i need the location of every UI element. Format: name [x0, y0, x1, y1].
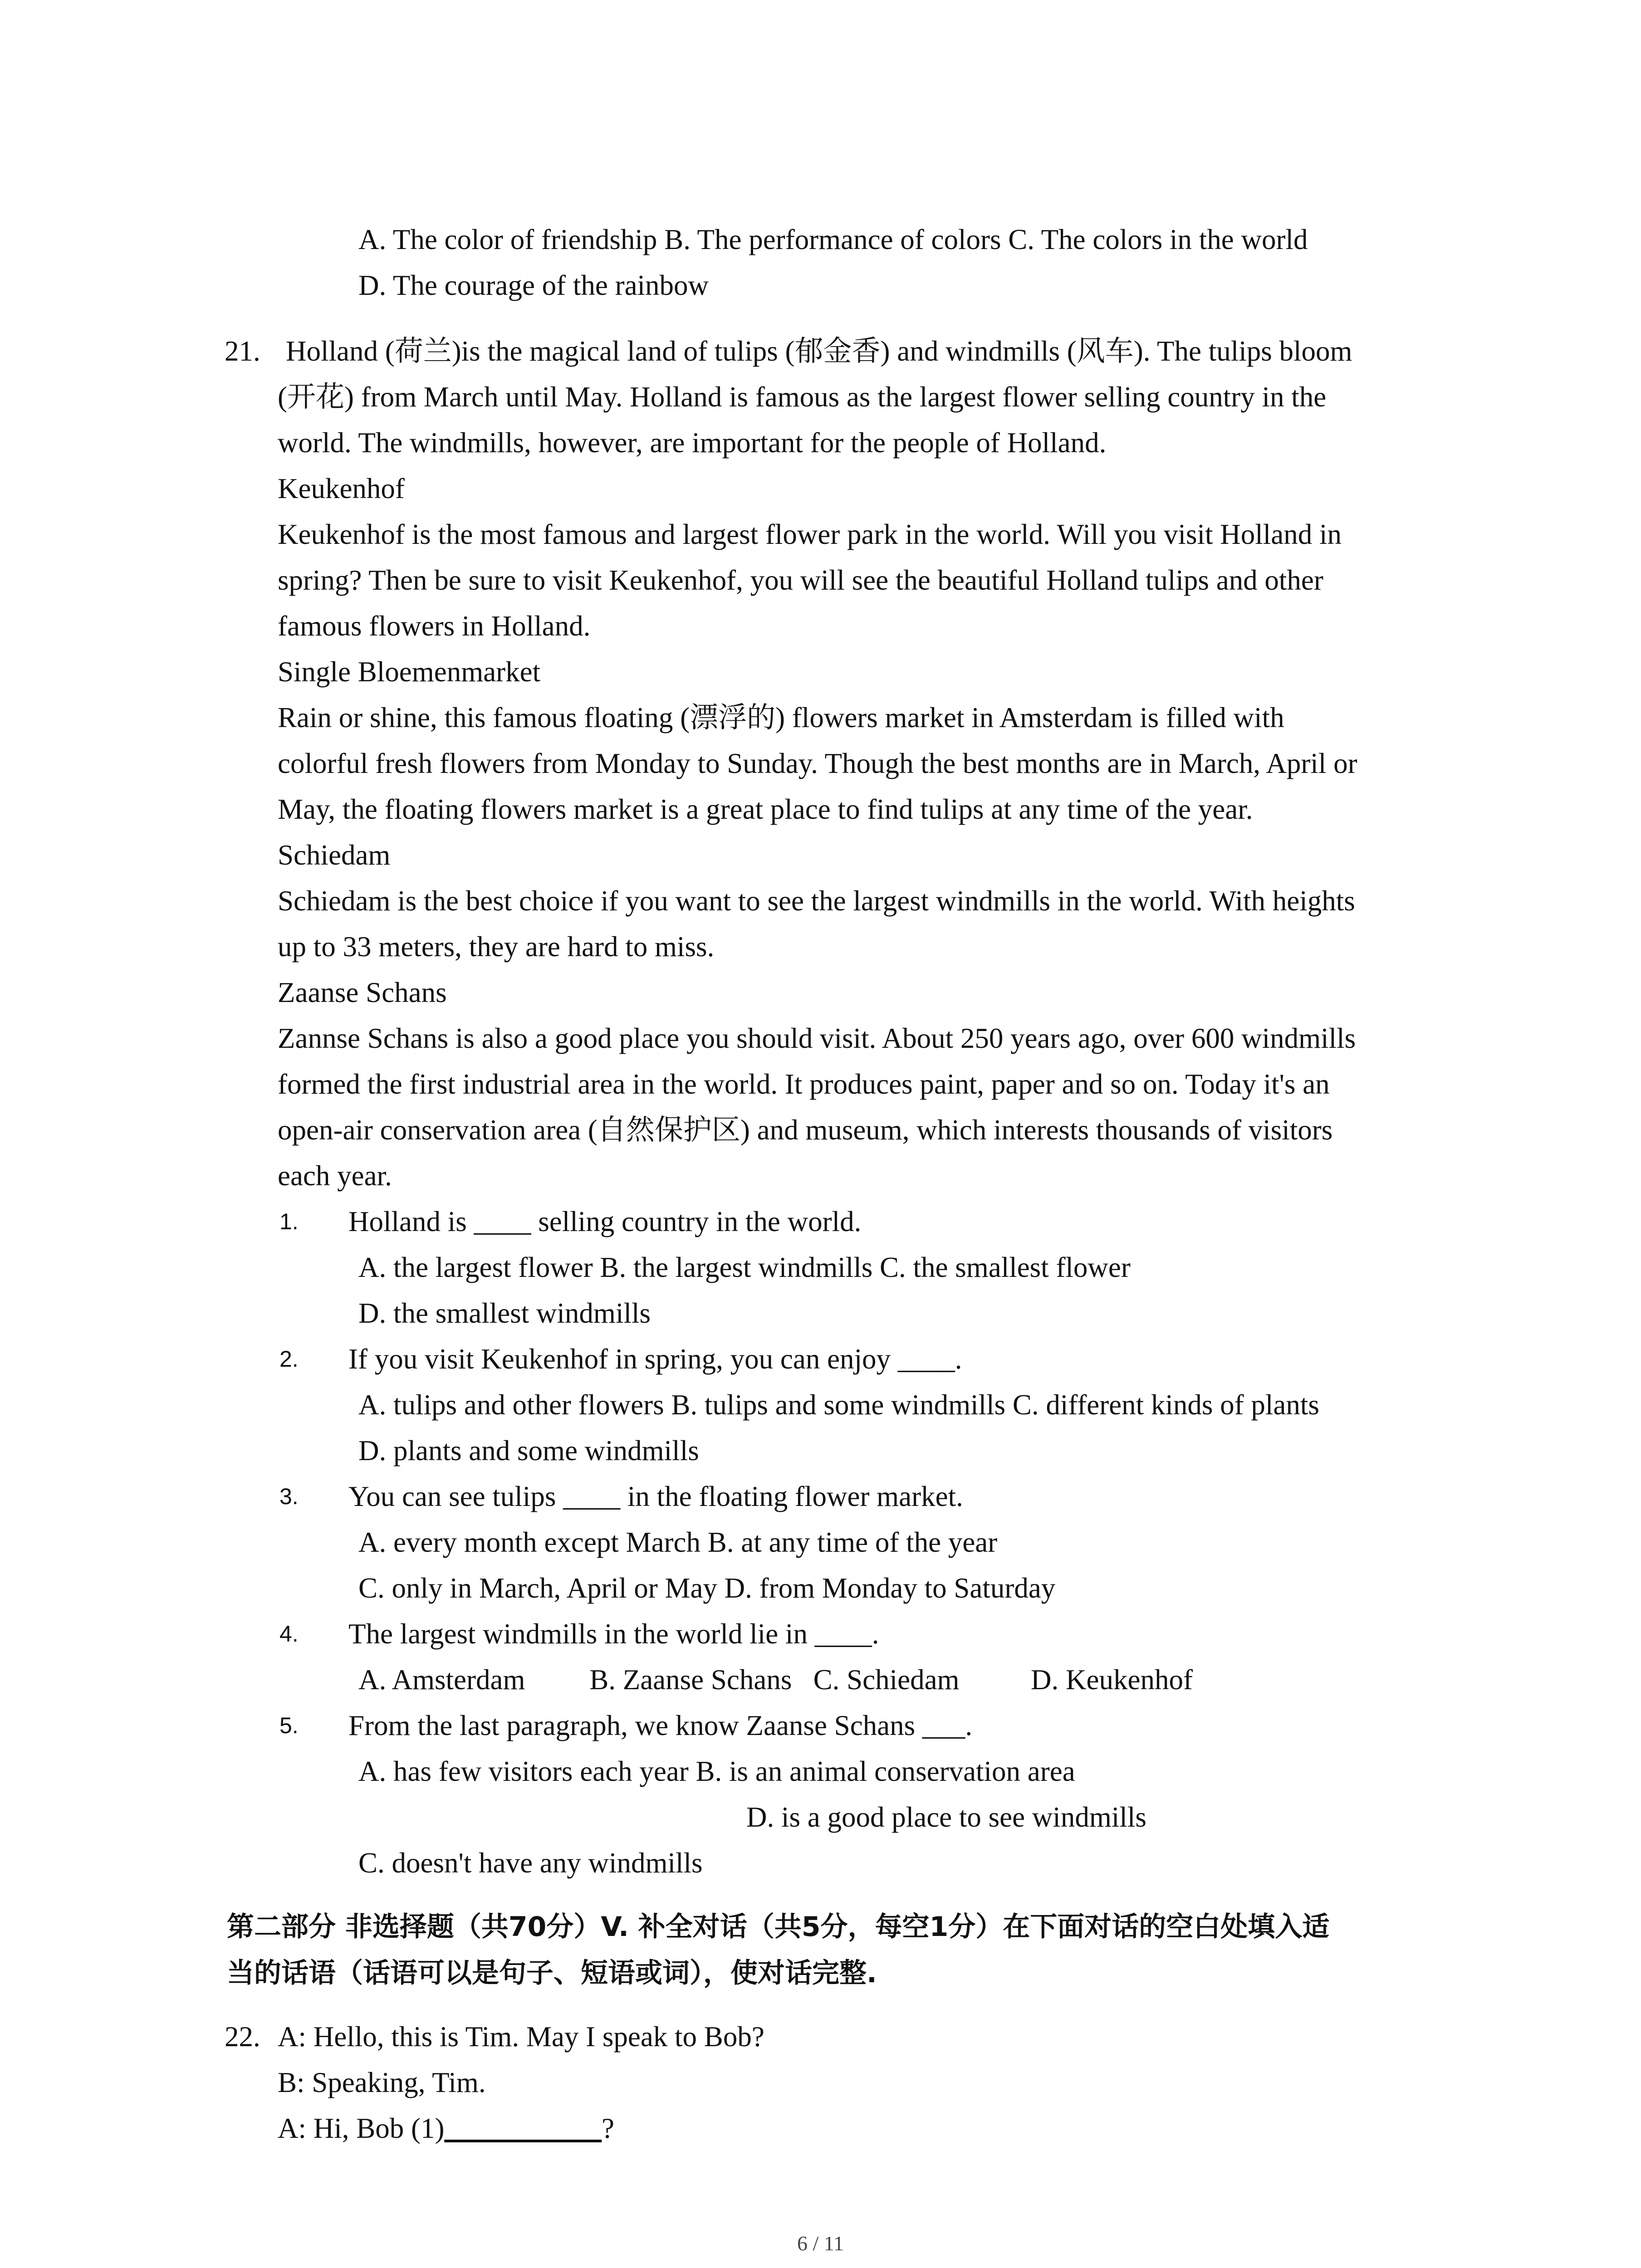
section-heading-line2: 当的话语（话语可以是句子、短语或词），使对话完整.: [227, 1957, 877, 1989]
passage-line: Schiedam is the best choice if you want to see the largest windmills in the world. With heights: [278, 885, 1355, 917]
sub-question-options: C. only in March, April or May D. from Monday to Saturday: [358, 1572, 1056, 1604]
page-number: 6 / 11: [797, 2232, 844, 2255]
sub-question-stem: You can see tulips ____ in the floating flower market.: [348, 1481, 963, 1512]
passage-line: May, the floating flowers market is a great place to find tulips at any time of the year.: [278, 793, 1253, 825]
passage-line: open-air conservation area (自然保护区) and museum, which interests thousands of visitors: [278, 1114, 1333, 1146]
passage-heading: Keukenhof: [278, 473, 405, 504]
sub-question-stem: From the last paragraph, we know Zaanse Schans ___.: [348, 1710, 973, 1741]
answer-blank[interactable]: ___________: [444, 2112, 602, 2144]
sub-question-number: 2.: [279, 1346, 299, 1372]
sub-question-options: D. the smallest windmills: [358, 1297, 651, 1329]
passage-line: Rain or shine, this famous floating (漂浮的) flowers market in Amsterdam is filled with: [278, 702, 1284, 733]
sub-question-options: A. the largest flower B. the largest windmills C. the smallest flower: [358, 1251, 1131, 1283]
sub-question-number: 1.: [279, 1209, 299, 1234]
dialogue-line: [278, 2106, 614, 2151]
sub-question-number: 3.: [279, 1484, 299, 1509]
sub-question-options: D. is a good place to see windmills: [746, 1801, 1146, 1833]
passage-heading: Zaanse Schans: [278, 977, 447, 1008]
passage-line: formed the first industrial area in the world. It produces paint, paper and so on. Today it's an: [278, 1068, 1330, 1100]
sub-question-stem: Holland is ____ selling country in the world.: [348, 1206, 862, 1237]
q20-options-line1: A. The color of friendship B. The performance of colors C. The colors in the world: [358, 224, 1308, 255]
q21-number: 21.: [225, 335, 260, 367]
dialogue-prefix: A: Hi, Bob (1): [278, 2112, 445, 2144]
sub-question-stem: The largest windmills in the world lie in ____.: [348, 1618, 879, 1650]
passage-line: world. The windmills, however, are important for the people of Holland.: [278, 427, 1107, 459]
sub-question-options: A. Amsterdam B. Zaanse Schans C. Schiedam D. Keukenhof: [358, 1664, 1193, 1696]
passage-line: Zannse Schans is also a good place you should visit. About 250 years ago, over 600 windmills: [278, 1022, 1356, 1054]
q20-options-line2: D. The courage of the rainbow: [358, 269, 709, 301]
passage-heading: Schiedam: [278, 839, 391, 871]
section-heading-line1: 第二部分 非选择题（共70分）V. 补全对话（共5分，每空1分）在下面对话的空白处填入适: [227, 1911, 1330, 1943]
passage-line: each year.: [278, 1160, 392, 1192]
passage-line: spring? Then be sure to visit Keukenhof, you will see the beautiful Holland tulips and other: [278, 564, 1323, 596]
sub-question-options: D. plants and some windmills: [358, 1435, 699, 1466]
sub-question-options: A. every month except March B. at any time of the year: [358, 1526, 998, 1558]
sub-question-number: 5.: [279, 1713, 299, 1738]
sub-question-number: 4.: [279, 1621, 299, 1647]
sub-question-options: A. tulips and other flowers B. tulips and some windmills C. different kinds of plants: [358, 1389, 1319, 1421]
passage-line: famous flowers in Holland.: [278, 610, 591, 642]
dialogue-line: A: Hello, this is Tim. May I speak to Bob?: [278, 2021, 764, 2053]
passage-line: up to 33 meters, they are hard to miss.: [278, 931, 715, 963]
passage-line: Keukenhof is the most famous and largest flower park in the world. Will you visit Holland in: [278, 518, 1342, 550]
passage-heading: Single Bloemenmarket: [278, 656, 541, 688]
sub-question-options: C. doesn't have any windmills: [358, 1847, 703, 1879]
sub-question-options: A. has few visitors each year B. is an animal conservation area: [358, 1755, 1075, 1787]
passage-line: (开花) from March until May. Holland is famous as the largest flower selling country in the: [278, 381, 1327, 413]
passage-line: Holland (荷兰)is the magical land of tulips (郁金香) and windmills (风车). The tulips bloom: [286, 335, 1352, 367]
dialogue-line: B: Speaking, Tim.: [278, 2067, 486, 2098]
sub-question-stem: If you visit Keukenhof in spring, you can enjoy ____.: [348, 1343, 962, 1375]
passage-line: colorful fresh flowers from Monday to Sunday. Though the best months are in March, April or: [278, 748, 1357, 779]
dialogue-suffix: ?: [601, 2112, 614, 2144]
q22-number: 22.: [225, 2021, 260, 2053]
